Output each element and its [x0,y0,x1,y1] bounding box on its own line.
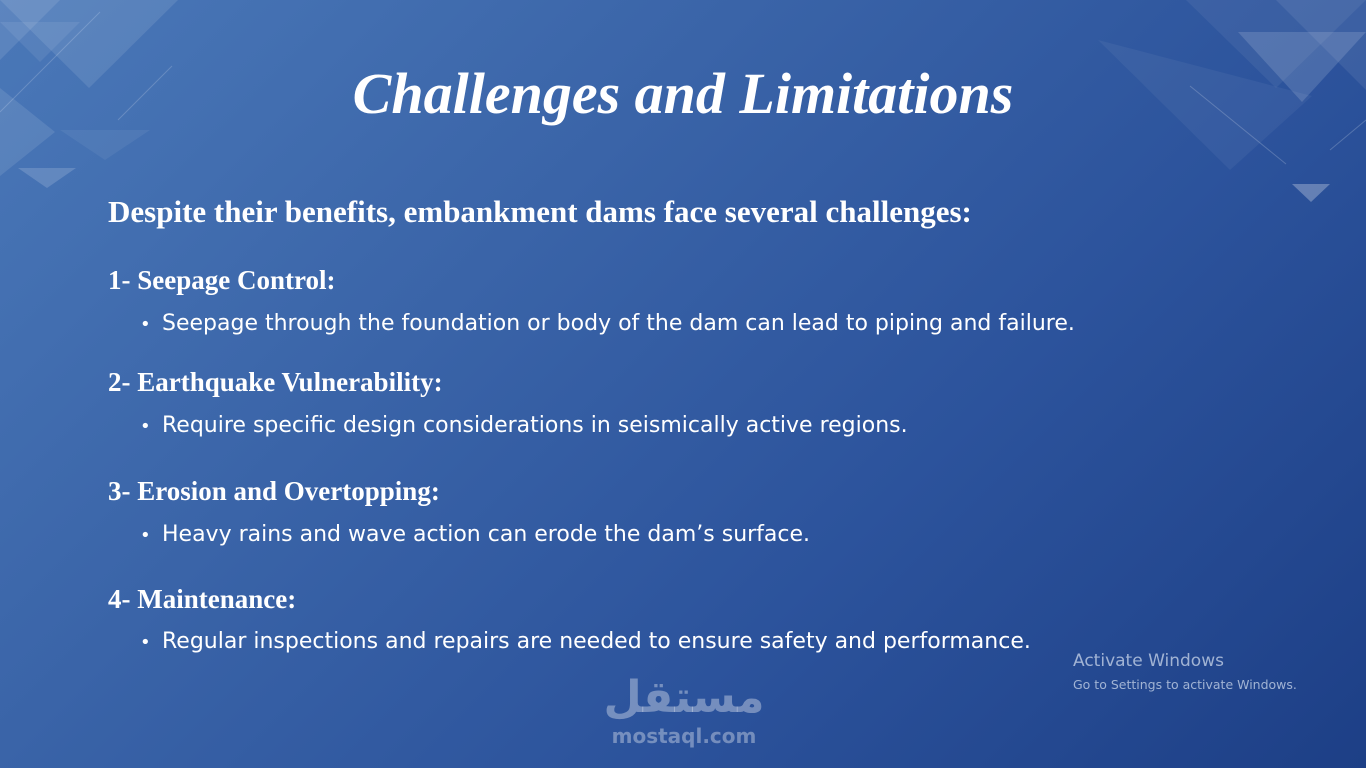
bullet-text: Require specific design considerations in seismically active regions. [162,413,908,438]
slide-title: Challenges and Limitations [352,61,1014,126]
activate-windows-notice [1073,651,1297,692]
bullet-text: Heavy rains and wave action can erode the dam’s surface. [162,522,811,547]
watermark-arabic-logo: مستقل [603,672,765,723]
bullet-text: Seepage through the foundation or body of the dam can lead to piping and failure. [162,311,1075,336]
bullet-glyph: • [140,525,151,546]
mostaql-watermark [596,672,772,748]
section-heading-maintenance: 4- Maintenance: [108,584,297,614]
watermark-url: mostaql.com [611,724,757,748]
bullet-glyph: • [140,416,151,437]
bullet-maintenance [140,629,1031,654]
intro-text: Despite their benefits, embankment dams face several challenges: [108,194,972,229]
section-heading-seepage: 1- Seepage Control: [108,265,336,295]
bullet-text: Regular inspections and repairs are needed to ensure safety and performance. [162,629,1031,654]
bullet-erosion [140,522,810,547]
activate-windows-title: Activate Windows [1073,651,1224,671]
bullet-glyph: • [140,632,151,653]
section-heading-earthquake: 2- Earthquake Vulnerability: [108,367,443,397]
section-heading-erosion: 3- Erosion and Overtopping: [108,476,440,506]
bullet-glyph: • [140,314,151,335]
bullet-seepage [140,311,1075,336]
bullet-earthquake [140,413,908,438]
activate-windows-subtitle: Go to Settings to activate Windows. [1073,677,1297,692]
